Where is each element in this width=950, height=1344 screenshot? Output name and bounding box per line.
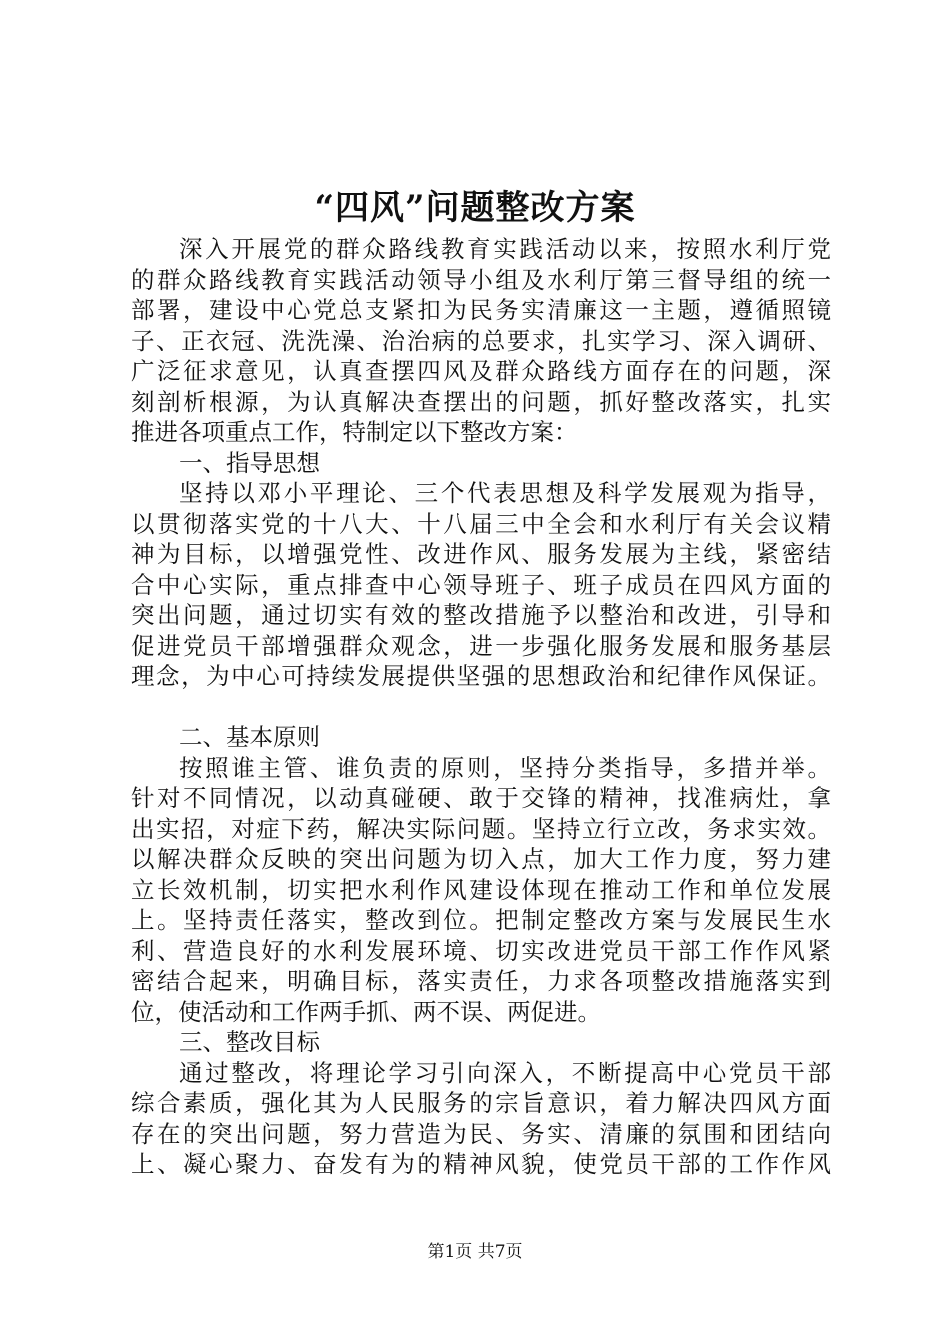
intro-line: 广泛征求意见，认真查摆四风及群众路线方面存在的问题，深	[131, 357, 831, 385]
intro-line: 子、正衣冠、洗洗澡、治治病的总要求，扎实学习、深入调研、	[131, 326, 831, 355]
paragraph-line: 存在的突出问题，努力营造为民、务实、清廉的氛围和团结向	[131, 1119, 831, 1148]
paragraph-line: 综合素质，强化其为人民服务的宗旨意识，着力解决四风方面	[131, 1089, 831, 1117]
paragraph-line: 理念，为中心可持续发展提供坚强的思想政治和纪律作风保证。	[131, 662, 831, 690]
intro-paragraph	[131, 234, 831, 448]
page-number-footer: 第1页 共7页	[427, 1242, 523, 1262]
section-heading-guiding-thought: 一、指导思想	[179, 448, 320, 477]
paragraph-line: 立长效机制，切实把水利作风建设体现在推动工作和单位发展	[131, 875, 831, 904]
paragraph-line: 合中心实际，重点排查中心领导班子、班子成员在四风方面的	[131, 570, 831, 599]
paragraph-line: 密结合起来，明确目标，落实责任，力求各项整改措施落实到	[131, 967, 831, 995]
paragraph-line: 利、营造良好的水利发展环境、切实改进党员干部工作作风紧	[131, 936, 831, 965]
paragraph-line: 针对不同情况，以动真碰硬、敢于交锋的精神，找准病灶，拿	[131, 784, 831, 812]
paragraph-line: 以解决群众反映的突出问题为切入点，加大工作力度，努力建	[131, 845, 831, 873]
paragraph-line: 以贯彻落实党的十八大、十八届三中全会和水利厅有关会议精	[131, 509, 831, 538]
document-body	[131, 234, 831, 1180]
document-title: “四风”问题整改方案	[314, 188, 636, 228]
paragraph-line: 出实招，对症下药，解决实际问题。坚持立行立改，务求实效。	[131, 814, 831, 843]
intro-line: 推进各项重点工作，特制定以下整改方案：	[131, 418, 578, 446]
intro-line: 的群众路线教育实践活动领导小组及水利厅第三督导组的统一	[131, 265, 831, 294]
section-paragraph-guiding-thought	[131, 478, 831, 692]
paragraph-line: 按照谁主管、谁负责的原则，坚持分类指导，多措并举。	[179, 753, 831, 782]
section-heading-basic-principles: 二、基本原则	[179, 723, 320, 751]
section-paragraph-basic-principles	[131, 753, 831, 1028]
paragraph-line: 神为目标，以增强党性、改进作风、服务发展为主线，紧密结	[131, 540, 831, 568]
intro-line: 刻剖析根源，为认真解决查摆出的问题，抓好整改落实，扎实	[131, 387, 831, 416]
paragraph-line: 上、凝心聚力、奋发有为的精神风貌，使党员干部的工作作风	[131, 1150, 831, 1178]
paragraph-line: 上。坚持责任落实，整改到位。把制定整改方案与发展民生水	[131, 906, 831, 934]
intro-line: 部署，建设中心党总支紧扣为民务实清廉这一主题，遵循照镜	[131, 296, 831, 324]
blank-line	[131, 692, 831, 723]
paragraph-line: 突出问题，通过切实有效的整改措施予以整治和改进，引导和	[131, 601, 831, 629]
paragraph-line: 位，使活动和工作两手抓、两不误、两促进。	[131, 997, 601, 1026]
paragraph-line: 促进党员干部增强群众观念，进一步强化服务发展和服务基层	[131, 631, 831, 660]
section-paragraph-rectification-goals	[131, 1058, 831, 1180]
section-heading-rectification-goals: 三、整改目标	[179, 1028, 320, 1056]
intro-line: 深入开展党的群众路线教育实践活动以来，按照水利厅党	[179, 235, 831, 263]
paragraph-line: 坚持以邓小平理论、三个代表思想及科学发展观为指导，	[179, 479, 831, 507]
paragraph-line: 通过整改，将理论学习引向深入，不断提高中心党员干部	[179, 1058, 831, 1087]
